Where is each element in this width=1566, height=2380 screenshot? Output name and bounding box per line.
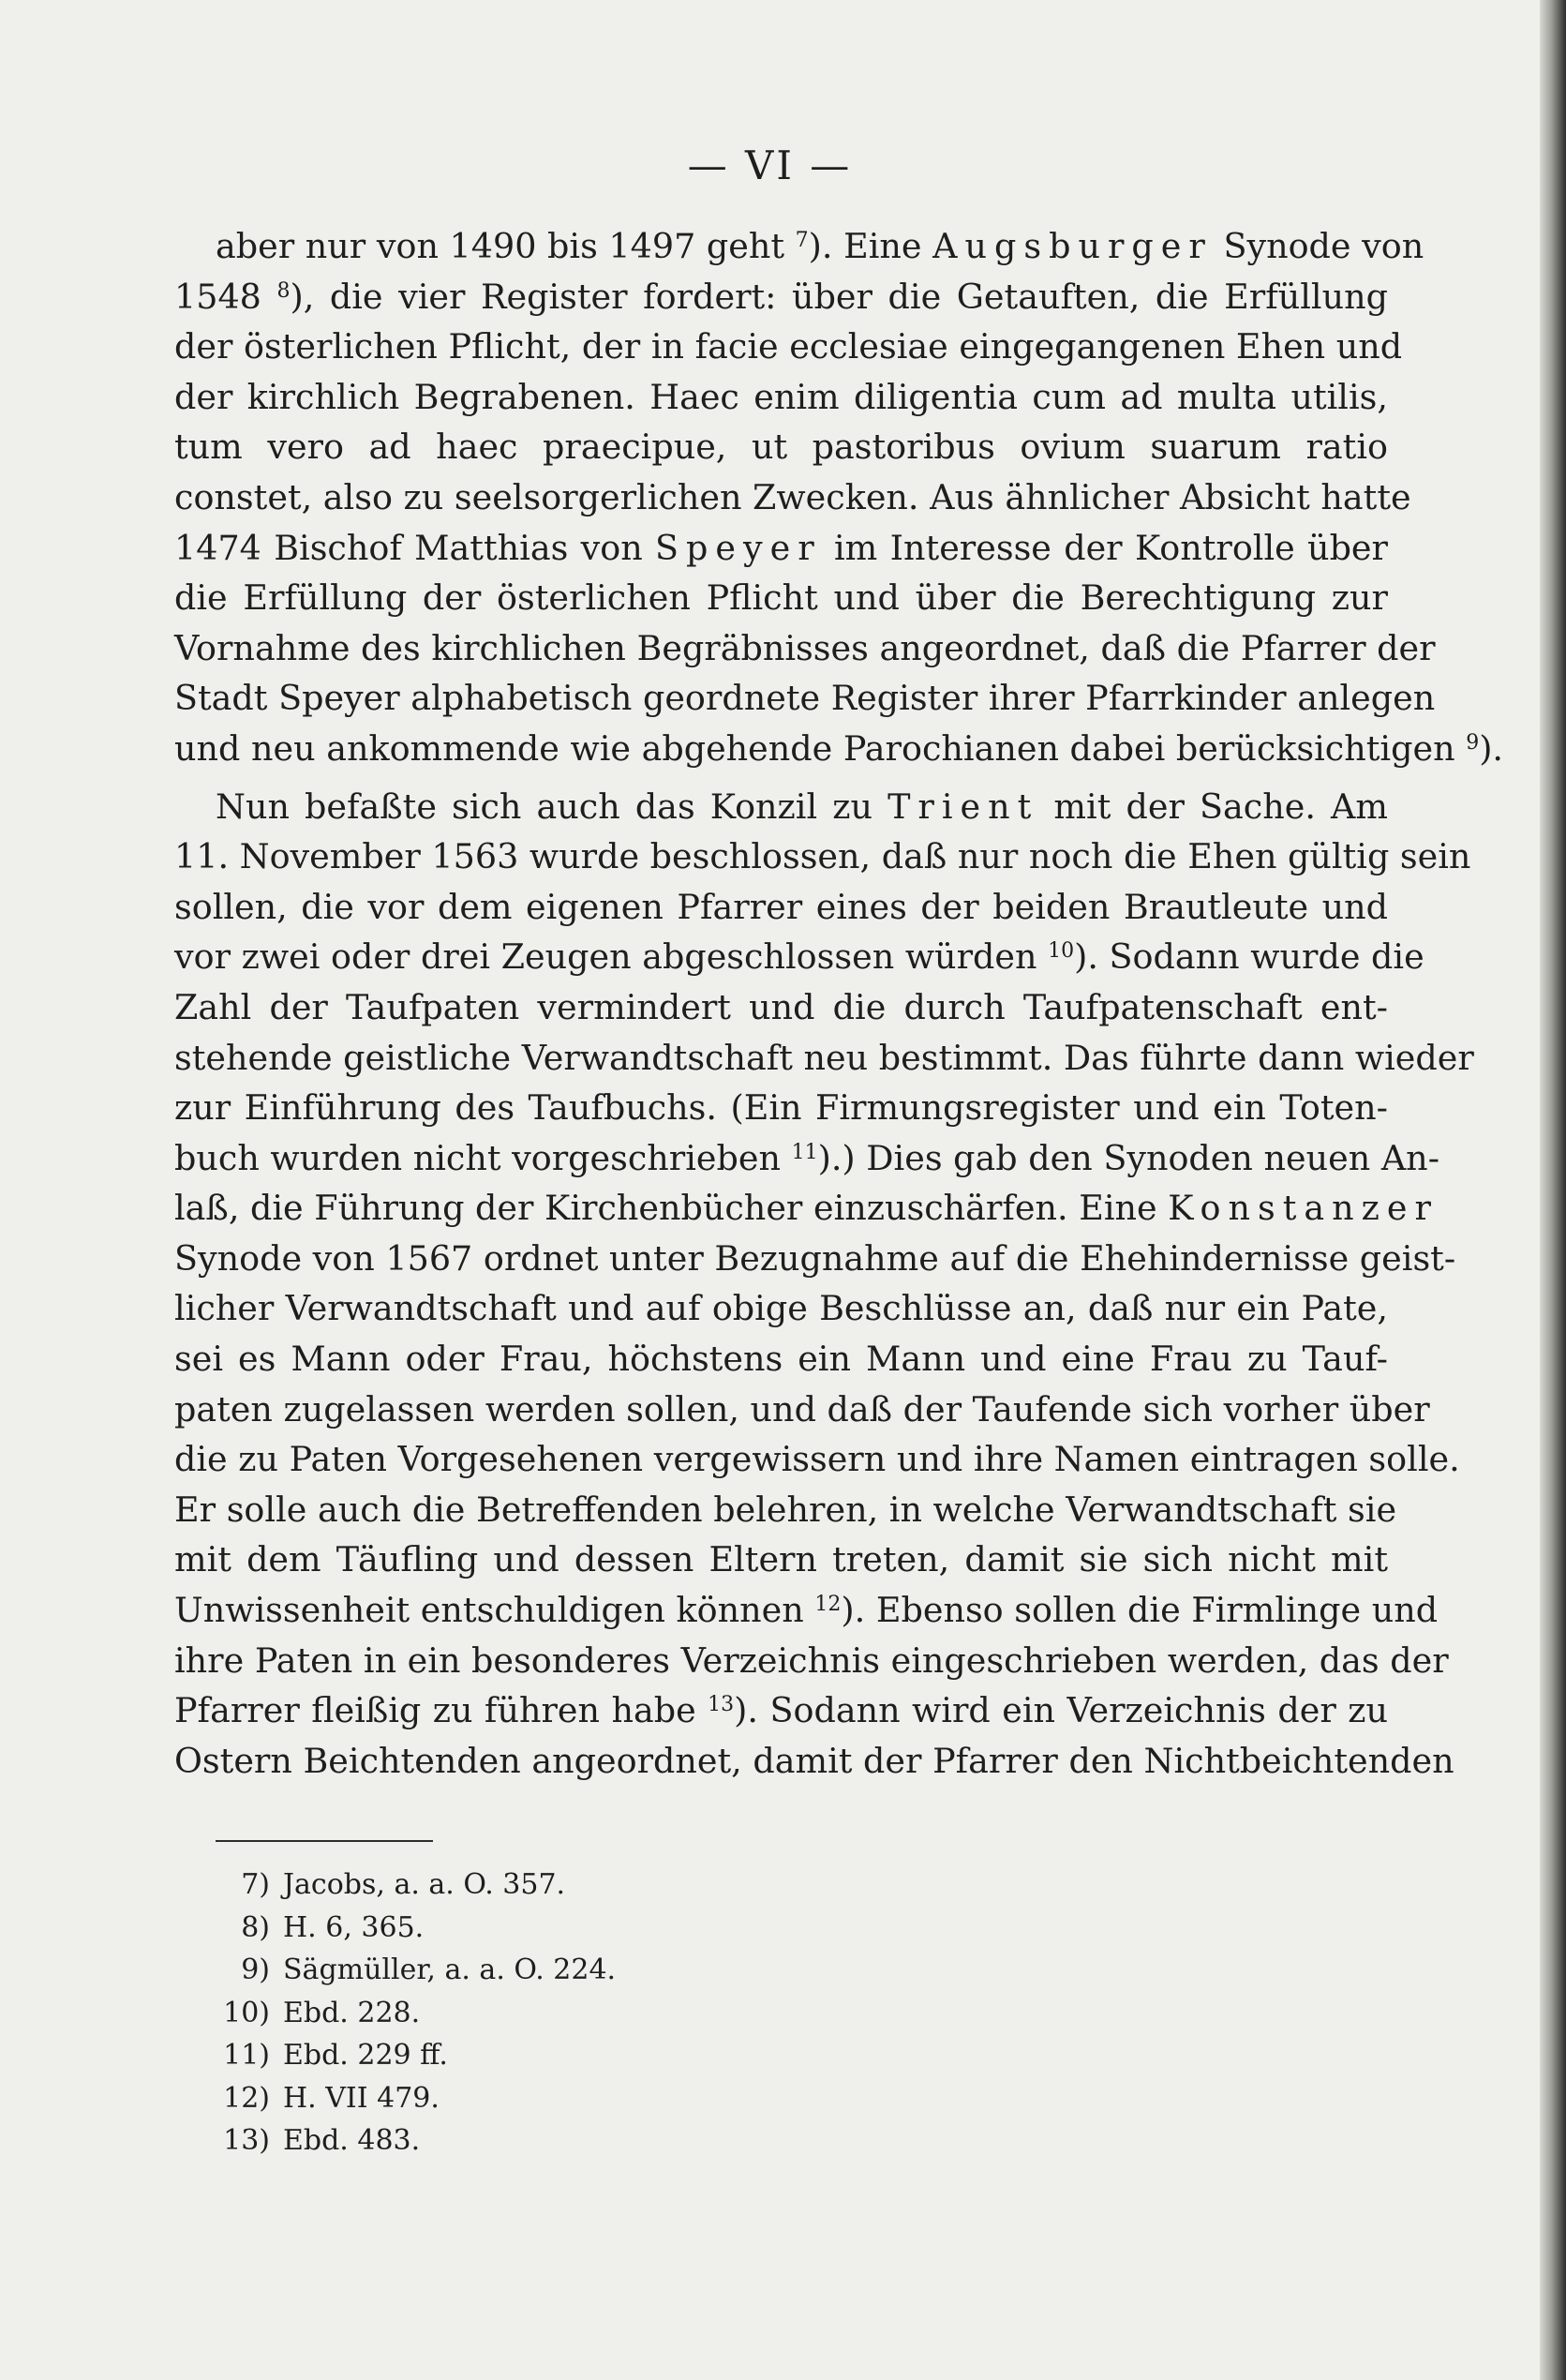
text-run: tum vero ad haec praecipue, ut pastoribus ovium suarum ratio: [174, 427, 1388, 468]
text-run: sei es Mann oder Frau, höchstens ein Mann und eine Frau zu Tauf-: [174, 1339, 1388, 1380]
text-run: ), die vier Register fordert: über die Getauften, die Erfüllung: [290, 276, 1388, 317]
text-run: vor zwei oder drei Zeugen abgeschlossen würden: [174, 936, 1049, 978]
text-run: licher Verwandtschaft und auf obige Beschlüsse an, daß nur ein Pate,: [174, 1288, 1388, 1329]
footnote-divider: [216, 1840, 433, 1842]
text-line: [174, 1485, 1397, 1535]
emphasized-place-name: Augsburger: [932, 226, 1213, 266]
footnote-item: [216, 2077, 872, 2120]
text-run: Zahl der Taufpaten vermindert und die durch Taufpatenschaft ent-: [174, 986, 1388, 1027]
text-run: und neu ankommende wie abgehende Parochianen dabei berücksichtigen: [174, 727, 1467, 769]
text-run: ihre Paten in ein besonderes Verzeichnis eingeschrieben werden, das der: [174, 1639, 1449, 1681]
text-run: ). Sodann wird ein Verzeichnis der zu: [734, 1690, 1388, 1731]
body-text: [174, 221, 1504, 1786]
footnote-reference: 9: [1466, 730, 1480, 755]
footnote-text: H. VII 479.: [283, 2081, 440, 2115]
text-run: constet, also zu seelsorgerlichen Zwecken. Aus ähnlicher Absicht hatte: [174, 476, 1411, 517]
text-run: ).: [1479, 727, 1504, 769]
text-run: ). Sodann wurde die: [1074, 936, 1424, 978]
text-run: Synode von: [1212, 226, 1424, 266]
text-run: die Erfüllung der österlichen Pflicht und über die Berechtigung zur: [174, 577, 1388, 619]
text-run: Stadt Speyer alphabetisch geordnete Register ihrer Pfarrkinder anlegen: [174, 678, 1436, 719]
text-line: [174, 1585, 1439, 1636]
footnote-reference: 11: [791, 1140, 818, 1164]
text-line: [174, 1033, 1474, 1084]
text-run: paten zugelassen werden sollen, und daß der Taufende sich vorher über: [174, 1388, 1430, 1429]
footnote-reference: 8: [276, 278, 291, 303]
text-line: [174, 1183, 1439, 1234]
text-run: Ostern Beichtenden angeordnet, damit der Pfarrer den Nichtbeichtenden: [174, 1740, 1454, 1781]
text-run: Pfarrer fleißig zu führen habe: [174, 1690, 708, 1731]
text-line: [174, 1636, 1449, 1686]
text-line: [174, 1133, 1440, 1184]
text-run: aber nur von 1490 bis 1497 geht: [216, 226, 796, 266]
footnote-item: [216, 1992, 872, 2035]
text-line: [174, 472, 1411, 523]
text-line: [174, 882, 1388, 933]
text-line: [174, 982, 1388, 1033]
text-line: [174, 523, 1388, 574]
text-run: 1474 Bischof Matthias von: [174, 527, 656, 568]
text-run: Vornahme des kirchlichen Begräbnisses angeordnet, daß die Pfarrer der: [174, 627, 1436, 668]
footnote-text: Sägmüller, a. a. O. 224.: [283, 1953, 617, 1986]
emphasized-place-name: Konstanzer: [1168, 1188, 1439, 1229]
text-run: die zu Paten Vorgesehenen vergewissern und ihre Namen eintragen solle.: [174, 1439, 1460, 1480]
footnote-number: 13): [223, 2124, 270, 2157]
text-line: [174, 782, 1388, 832]
text-run: der kirchlich Begrabenen. Haec enim diligentia cum ad multa utilis,: [174, 376, 1388, 417]
footnote-number: 10): [223, 1996, 270, 2029]
paragraph-1: [174, 221, 1504, 774]
paragraph-2: [174, 782, 1474, 1787]
footnote-text: Jacobs, a. a. O. 357.: [283, 1868, 566, 1901]
text-line: [174, 1736, 1454, 1787]
footnote-item: [216, 1864, 872, 1907]
text-line: [174, 932, 1424, 982]
text-run: Nun befaßte sich auch das Konzil zu: [216, 786, 888, 827]
text-run: zur Einführung des Taufbuchs. (Ein Firmungsregister und ein Toten-: [174, 1087, 1388, 1129]
text-run: Er solle auch die Betreffenden belehren, in welche Verwandtschaft sie: [174, 1489, 1397, 1530]
text-run: ). Ebenso sollen die Firmlinge und: [841, 1590, 1439, 1631]
text-line: [174, 1534, 1388, 1585]
page-edge-shadow: [1540, 0, 1566, 2380]
footnote-number: 9): [241, 1953, 270, 1986]
text-line: [174, 1083, 1388, 1133]
text-line: [174, 1234, 1456, 1284]
footnote-item: [216, 1907, 872, 1950]
text-line: [174, 623, 1436, 674]
text-run: 1548: [174, 276, 277, 317]
footnote-number: 11): [223, 2039, 270, 2072]
text-line: [174, 1334, 1388, 1385]
text-line: [174, 673, 1436, 724]
footnote-number: 7): [241, 1868, 270, 1901]
text-line: [174, 322, 1403, 372]
text-run: mit dem Täufling und dessen Eltern treten, damit sie sich nicht mit: [174, 1539, 1388, 1580]
text-run: sollen, die vor dem eigenen Pfarrer eines der beiden Brautleute und: [174, 886, 1388, 927]
footnote-reference: 7: [795, 229, 809, 252]
footnote-item: [216, 2119, 872, 2163]
text-run: ). Eine: [808, 226, 933, 266]
text-line: [174, 422, 1388, 472]
text-line: [174, 1434, 1460, 1485]
text-run: ).) Dies gab den Synoden neuen An-: [817, 1137, 1440, 1178]
text-line: [174, 221, 1424, 272]
footnote-text: H. 6, 365.: [283, 1910, 425, 1944]
footnote-text: Ebd. 229 ff.: [283, 2039, 448, 2072]
footnote-reference: 13: [708, 1693, 735, 1717]
footnote-text: Ebd. 228.: [283, 1996, 421, 2029]
footnote-reference: 10: [1048, 939, 1075, 964]
page-number: — VI —: [687, 142, 853, 188]
text-run: laß, die Führung der Kirchenbücher einzuschärfen. Eine: [174, 1188, 1169, 1229]
footnote-number: 12): [223, 2081, 270, 2115]
emphasized-place-name: Trient: [887, 786, 1039, 827]
footnote-text: Ebd. 483.: [283, 2124, 421, 2157]
footnote-item: [216, 1949, 872, 1992]
text-run: buch wurden nicht vorgeschrieben: [174, 1137, 792, 1178]
footnotes: [216, 1864, 872, 2163]
text-run: der österlichen Pflicht, der in facie ecclesiae eingegangenen Ehen und: [174, 326, 1403, 367]
text-line: [174, 1685, 1388, 1736]
text-run: im Interesse der Kontrolle über: [821, 527, 1388, 568]
text-run: mit der Sache. Am: [1038, 786, 1388, 827]
text-line: [174, 1283, 1388, 1334]
footnote-reference: 12: [814, 1593, 842, 1617]
text-line: [174, 573, 1388, 623]
text-line: [174, 724, 1504, 774]
text-run: Unwissenheit entschuldigen können: [174, 1590, 815, 1631]
footnote-number: 8): [241, 1910, 270, 1944]
text-line: [174, 372, 1388, 423]
text-run: stehende geistliche Verwandtschaft neu bestimmt. Das führte dann wieder: [174, 1037, 1474, 1078]
footnote-item: [216, 2034, 872, 2077]
text-line: [174, 831, 1471, 882]
text-run: Synode von 1567 ordnet unter Bezugnahme auf die Ehehindernisse geist-: [174, 1237, 1456, 1279]
text-line: [174, 272, 1388, 322]
text-run: 11. November 1563 wurde beschlossen, daß nur noch die Ehen gültig sein: [174, 836, 1471, 877]
emphasized-place-name: Speyer: [655, 527, 822, 568]
text-line: [174, 1385, 1430, 1435]
